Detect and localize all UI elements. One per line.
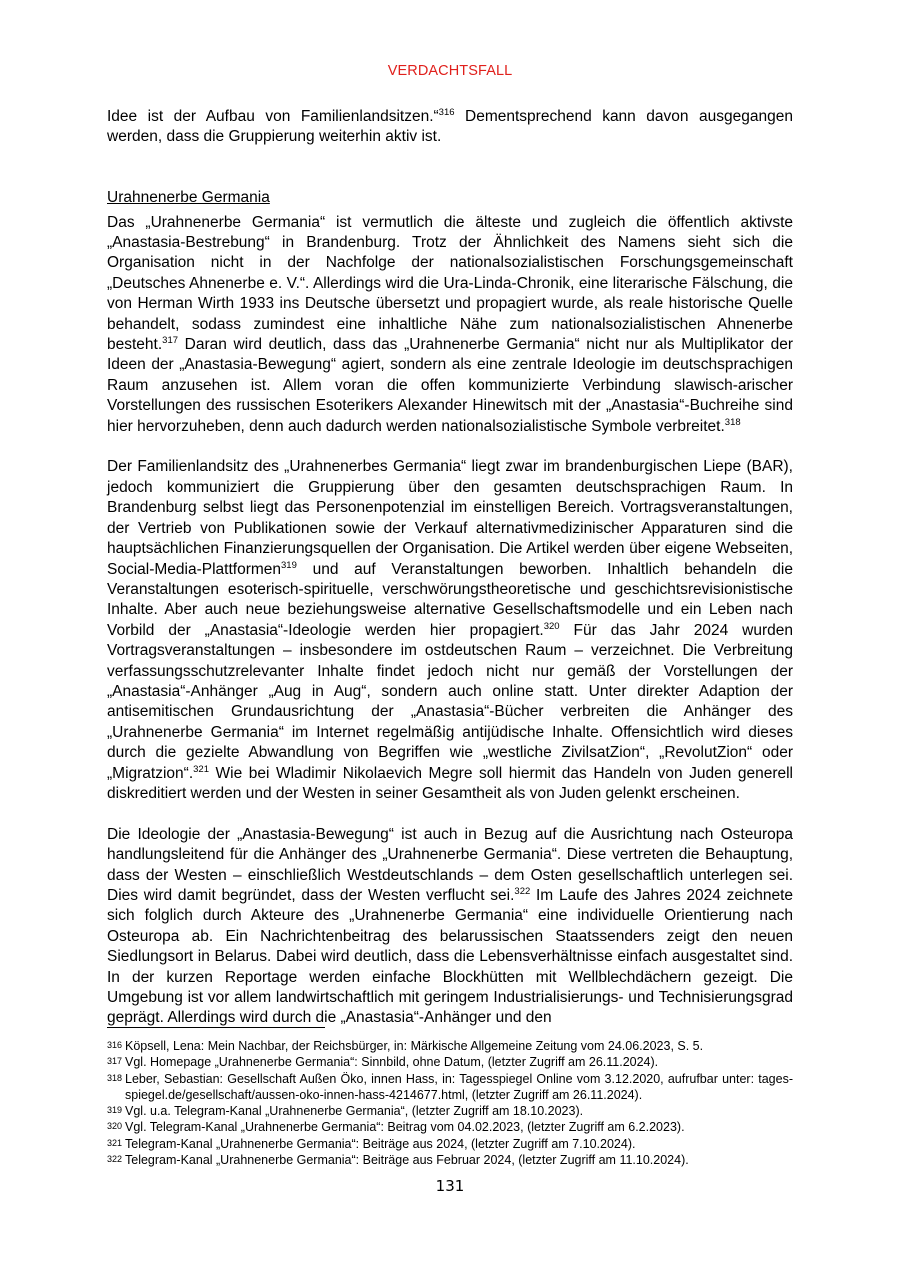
footnote-ref-319[interactable]: 319 (281, 559, 297, 571)
footnote-text: Köpsell, Lena: Mein Nachbar, der Reichsbürger, in: Märkische Allgemeine Zeitung vom 24.06.2023, S. 5. (125, 1039, 704, 1053)
footnote (107, 1152, 793, 1168)
paragraph-3-text-b: Im Laufe des Jahres 2024 zeichnete sich folglich durch Akteure des „Urahnenerbe Germania“ eine individuelle Orientierung nach Osteuropa ab. Ein Nachrichtenbeitrag des belarussischen Staatssenders zeigt den neuen Siedlungsort in Belarus. Dabei wird deutlich, dass die Lebensverhältnisse einfach ausgestaltet sind. In der kurzen Reportage werden einfache Blockhütten mit Wellblechdächern gezeigt. Die Umgebung ist vor allem landwirtschaftlich mit geringem Industrialisierungs- und Technisierungsgrad geprägt. Allerdings wird durch die „Anastasia“-Anhänger und den (107, 886, 793, 1027)
footnote-text: Telegram-Kanal „Urahnenerbe Germania“: Beiträge aus 2024, (letzter Zugriff am 7.10.2024). (125, 1136, 636, 1151)
footnote-separator (107, 1027, 325, 1028)
paragraph-2-text-c: Für das Jahr 2024 wurden Vortragsveranstaltungen – insbesondere im ostdeutschen Raum – verzeichnet. Die Verbreitung verfassungsschutzrelevanter Inhalte findet jedoch nicht nur gemäß der Vorstellungen der „Anastasia“-Anhänger „Aug in Aug“, sondern auch online statt. Unter direkter Adaption der antisemitischen Grundausrichtung der „Anastasia“-Bücher verbreiten die Anhänger des „Urahnenerbe Germania“ im Internet regelmäßig antijüdische Inhalte. Offensichtlich wird dieses durch die gezielte Abwandlung von Begriffen wie „westliche ZivilsatZion“, „RevolutZion“ oder „Migratzion“. (107, 621, 793, 782)
footnote-number: 319 (107, 1105, 123, 1116)
paragraph-1-text-b: Daran wird deutlich, dass das „Urahnenerbe Germania“ nicht nur als Multiplikator der Ideen der „Anastasia-Bewegung“ agiert, sondern als eine zentrale Ideologie im deutschsprachigen Raum anzusehen ist. Allem voran die offen kommunizierte Verbindung slawisch-arischer Vorstellungen des russischen Esoterikers Alexander Hinewitsch mit der „Anastasia“-Buchreihe sind hier hervorzuheben, denn auch dadurch werden nationalsozialistische Symbole verbreitet. (107, 336, 793, 435)
footnote-text: Vgl. Telegram-Kanal „Urahnenerbe Germania“: Beitrag vom 04.02.2023, (letzter Zugriff am 6.2.2023). (125, 1120, 685, 1135)
footnote (107, 1054, 793, 1070)
footnote-text: Leber, Sebastian: Gesellschaft Außen Öko, innen Hass, in: Tagesspiegel Online vom 3.12.2020, aufrufbar unter: tagesspiegel.de/gesellschaft/aussen-oko-innen-hass-4214677.html, (letzter Zugriff am 26.11.2024). (125, 1071, 793, 1102)
footnote (107, 1119, 793, 1135)
intro-text: Idee ist der Aufbau von Familienlandsitzen.“ (107, 108, 439, 125)
paragraph-3 (107, 825, 793, 1029)
paragraph-2-text-a: Der Familienlandsitz des „Urahnenerbes Germania“ liegt zwar im brandenburgischen Liepe (BAR), jedoch kommuniziert die Gruppierung über den gesamten deutschsprachigen Raum. In Brandenburg selbst liegt das Personenpotenzial im einstelligen Bereich. Vortragsveranstaltungen, der Vertrieb von Publikationen sowie der Verkauf alternativmedizinischer Apparaturen sind die hauptsächlichen Finanzierungsquellen der Organisation. Die Artikel werden über eigene Webseiten, Social-Media-Plattformen (107, 458, 793, 578)
footnote-text: Vgl. u.a. Telegram-Kanal „Urahnenerbe Germania“, (letzter Zugriff am 18.10.2023). (125, 1104, 584, 1119)
footnote-number: 317 (107, 1056, 123, 1067)
footnote (107, 1136, 793, 1152)
footnote (107, 1038, 793, 1054)
paragraph-2-text-d: Wie bei Wladimir Nikolaevich Megre soll hiermit das Handeln von Juden generell diskreditiert werden und der Westen in seiner Gesamtheit als von Juden gelenkt erscheinen. (107, 764, 793, 802)
footnote (107, 1103, 793, 1119)
paragraph-2-text-b: und auf Veranstaltungen beworben. Inhaltlich behandeln die Veranstaltungen esoterisch-spirituelle, verschwörungstheoretische und geschichtsrevisionistische Inhalte. Aber auch neue beziehungsweise alternative Gesellschaftsmodelle und ein Leben nach Vorbild der „Anastasia“-Ideologie werden hier propagiert. (107, 560, 793, 639)
footnote-ref-317[interactable]: 317 (162, 335, 179, 347)
running-header: VERDACHTSFALL (387, 63, 513, 79)
footnotes (107, 1038, 793, 1168)
footnote-ref-320[interactable]: 320 (543, 620, 560, 632)
footnote (107, 1071, 793, 1104)
footnote-number: 318 (107, 1072, 123, 1083)
paragraph-2 (107, 457, 793, 804)
body-text (107, 107, 793, 1049)
footnote-text: Vgl. Homepage „Urahnenerbe Germania“: Sinnbild, ohne Datum, (letzter Zugriff am 26.11.2024). (125, 1055, 659, 1070)
paragraph-1-text-a: Das „Urahnenerbe Germania“ ist vermutlich die älteste und zugleich die öffentlich aktivste „Anastasia-Bestrebung“ in Brandenburg. Trotz der Ähnlichkeit des Namens sieht sich die Organisation nicht in der Nachfolge der nationalsozialistischen Forschungsgemeinschaft „Deutsches Ahnenerbe e. V.“. Allerdings wird die Ura-Linda-Chronik, eine literarische Fälschung, die von Herman Wirth 1933 ins Deutsche übersetzt und propagiert wurde, als reale historische Quelle behandelt, sodass zumindest eine inhaltliche Nähe zum nationalsozialistischen Ahnenerbe besteht. (107, 213, 793, 354)
section-spacer (107, 168, 793, 188)
footnote-ref-316[interactable]: 316 (438, 107, 455, 118)
footnote-number: 320 (107, 1121, 123, 1132)
footnote-number: 316 (107, 1040, 123, 1050)
footnote-number: 321 (107, 1137, 123, 1148)
footnote-ref-318[interactable]: 318 (724, 416, 741, 428)
footnote-text: Telegram-Kanal „Urahnenerbe Germania“: Beiträge aus Februar 2024, (letzter Zugriff am 11.10.2024). (125, 1153, 689, 1168)
paragraph-3-text-a: Die Ideologie der „Anastasia-Bewegung“ ist auch in Bezug auf die Ausrichtung nach Osteuropa handlungsleitend für die Anhänger des „Urahnenerbe Germania“. Diese vertreten die Behauptung, dass der Westen – einschließlich Westdeutschlands – dem Osten gesellschaftlich unterlegen sei. Dies wird damit begründet, dass der Westen verflucht sei. (107, 825, 793, 904)
section-heading: Urahnenerbe Germania (107, 189, 270, 207)
footnote-number: 322 (107, 1154, 123, 1165)
footnote-ref-321[interactable]: 321 (193, 763, 209, 775)
intro-text-continued: Dementsprechend kann davon ausgegangen werden, dass die Gruppierung weiterhin aktiv ist. (107, 108, 793, 146)
paragraph-1 (107, 213, 793, 437)
page-number: 131 (435, 1177, 465, 1195)
footnote-ref-322[interactable]: 322 (514, 885, 531, 897)
intro-paragraph (107, 107, 793, 148)
